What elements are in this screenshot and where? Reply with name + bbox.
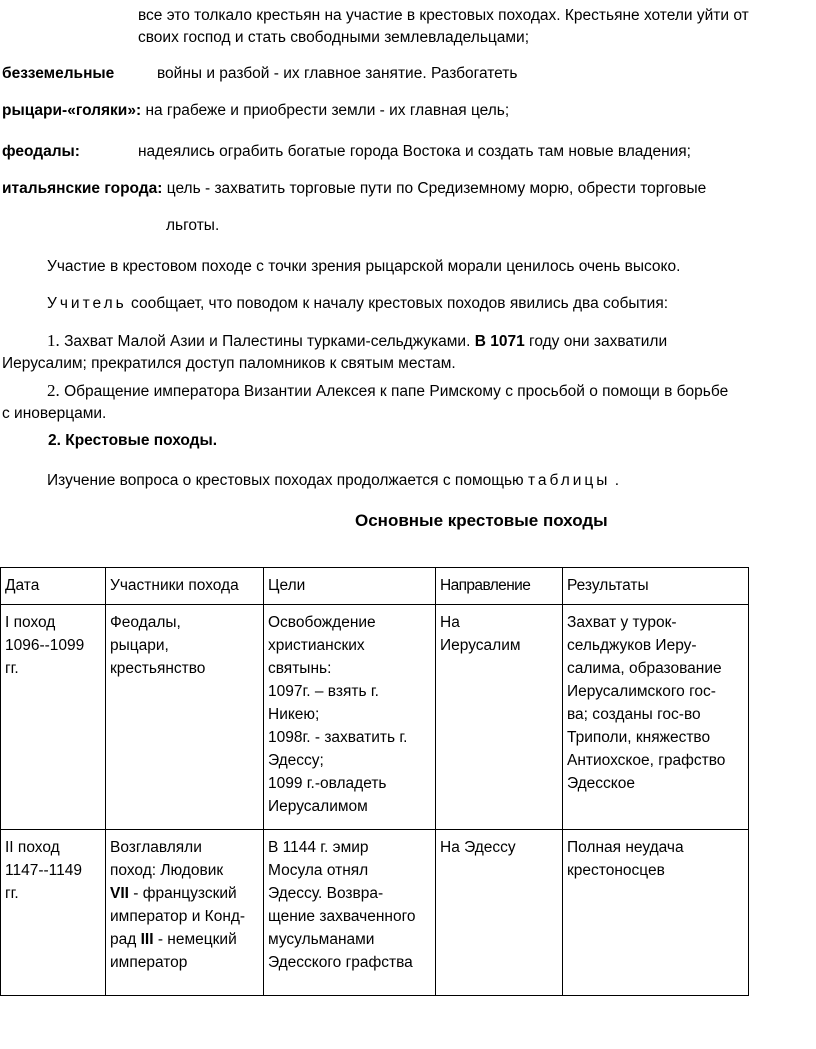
group-text-italian-cities-2: льготы. [166,217,220,234]
group-term-knights: рыцари-«голяки»: [2,102,142,119]
table-row [1,830,749,996]
row2-participants-line: император [110,954,188,971]
study-paragraph [47,470,619,492]
table-title: Основные крестовые походы [355,511,608,530]
group-term-feudals: феодалы: [2,143,80,160]
row1-date-line: гг. [5,660,19,677]
row2-date-line: гг. [5,885,19,902]
row1-goals-line: 1097г. – взять г. [268,683,379,700]
row1-goals-line: Иерусалимом [268,798,368,815]
row1-direction-line: На [440,614,460,631]
intro-line-1: все это толкало крестьян на участие в крестовых походах. Крестьяне хотели уйти от [138,7,749,24]
row2-goals-line: мусульманами [268,931,375,948]
row2-crusade-name: II поход [5,839,60,856]
row1-goals-line: 1098г. - захватить г. [268,729,408,746]
row2-roman-numeral-1: VII [110,885,129,902]
header-date: Дата [1,568,106,605]
group-term-italian-cities: итальянские города: [2,180,163,197]
row2-goals-line: В 1144 г. эмир [268,839,369,856]
row1-goals-line: Эдессу; [268,752,324,769]
row2-goals-cell [264,830,436,996]
row1-results-line: Захват у турок- [567,614,677,631]
row2-participants-text: - французский [128,885,237,902]
row2-direction-cell [436,830,563,996]
row1-goals-line: святынь: [268,660,332,677]
row1-date-cell [1,605,106,830]
group-text-knights: на грабеже и приобрести земли - их главная цель; [145,102,510,119]
row1-participants-line: Феодалы, [110,614,181,631]
row1-results-line: Антиохское, графство [567,752,726,769]
section-heading: 2. Крестовые походы. [48,432,218,449]
row1-participants-line: рыцари, [110,637,169,654]
row2-participants-line [110,928,259,951]
row1-date-line: 1096--1099 [5,637,85,654]
row2-results-line: Полная неудача [567,839,684,856]
event-1-text-a: Захват Малой Азии и Палестины турками-сельджуками. [64,333,471,350]
study-word: таблицы [528,472,611,489]
event-2-text-a: Обращение императора Византии Алексея к папе Римскому с просьбой о помощи в борьбе [64,383,729,400]
row2-goals-line: щение захваченного [268,908,416,925]
row1-results-line: Триполи, княжество [567,729,711,746]
row2-participants-line: поход: Людовик [110,862,224,879]
event-1-number: 1. [47,331,60,350]
row1-participants-cell [106,605,264,830]
row2-participants-text: рад [110,931,141,948]
row1-direction-cell [436,605,563,830]
intro-line-2: своих господ и стать свободными землевладельцами; [138,29,530,46]
row2-goals-line: Эдесского графства [268,954,413,971]
row2-results-cell [563,830,749,996]
row2-date-cell [1,830,106,996]
row1-crusade-name: I поход [5,614,56,631]
group-row-knights [2,100,509,122]
row1-goals-line: Никею; [268,706,320,723]
row1-direction-line: Иерусалим [440,637,521,654]
row2-participants-line: император и Конд- [110,908,246,925]
event-2-line-2: с иноверцами. [2,405,107,422]
row2-goals-line: Мосула отнял [268,862,369,879]
event-1-line-2: Иерусалим; прекратился доступ паломников к святым местам. [2,355,456,372]
group-row-italian-cities [2,178,706,200]
row1-goals-line: христианских [268,637,365,654]
group-text-feudals: надеялись ограбить богатые города Востока и создать там новые владения; [138,143,691,160]
row2-roman-numeral-2: III [140,931,154,948]
moral-paragraph: Участие в крестовом походе с точки зрения рыцарской морали ценилось очень высоко. [47,258,681,275]
group-term-landless: безземельные [2,65,115,82]
group-text-italian-cities: цель - захватить торговые пути по Средиземному морю, обрести торговые [166,180,707,197]
row1-results-line: салима, образование [567,660,722,677]
teacher-paragraph [47,293,668,315]
row1-goals-line: Освобождение [268,614,376,631]
study-end: . [614,472,620,489]
row2-goals-line: Эдессу. Возвра- [268,885,384,902]
row2-date-line: 1147--1149 [5,862,82,879]
study-text: Изучение вопроса о крестовых походах продолжается с помощью [47,472,524,489]
row2-participants-line: Возглавляли [110,839,202,856]
row1-goals-cell [264,605,436,830]
row2-participants-line [110,882,259,905]
group-text-landless: войны и разбой - их главное занятие. Разбогатеть [157,65,518,82]
header-goals: Цели [264,568,436,605]
row1-results-line: Эдесское [567,775,635,792]
teacher-word: Учитель [47,295,127,312]
row1-results-line: Иерусалимского гос- [567,683,716,700]
row1-participants-line: крестьянство [110,660,206,677]
header-direction: Направление [436,568,563,605]
row2-results-line: крестоносцев [567,862,665,879]
event-1-year: В 1071 [474,333,525,350]
row1-goals-line: 1099 г.-овладеть [268,775,387,792]
row1-results-line: сельджуков Иеру- [567,637,697,654]
header-results: Результаты [563,568,749,605]
row1-results-cell [563,605,749,830]
header-participants: Участники похода [106,568,264,605]
event-1-line-1 [47,330,667,353]
row2-direction-line: На Эдессу [440,839,516,856]
teacher-text: сообщает, что поводом к началу крестовых походов явились два события: [131,295,669,312]
event-2-line-1 [47,380,728,403]
event-2-number: 2. [47,381,60,400]
crusades-table [0,567,749,996]
row2-participants-text: - немецкий [153,931,237,948]
row1-results-line: ва; созданы гос-во [567,706,701,723]
table-header-row [1,568,749,605]
row2-participants-cell [106,830,264,996]
event-1-text-b: году они захватили [529,333,668,350]
table-row [1,605,749,830]
